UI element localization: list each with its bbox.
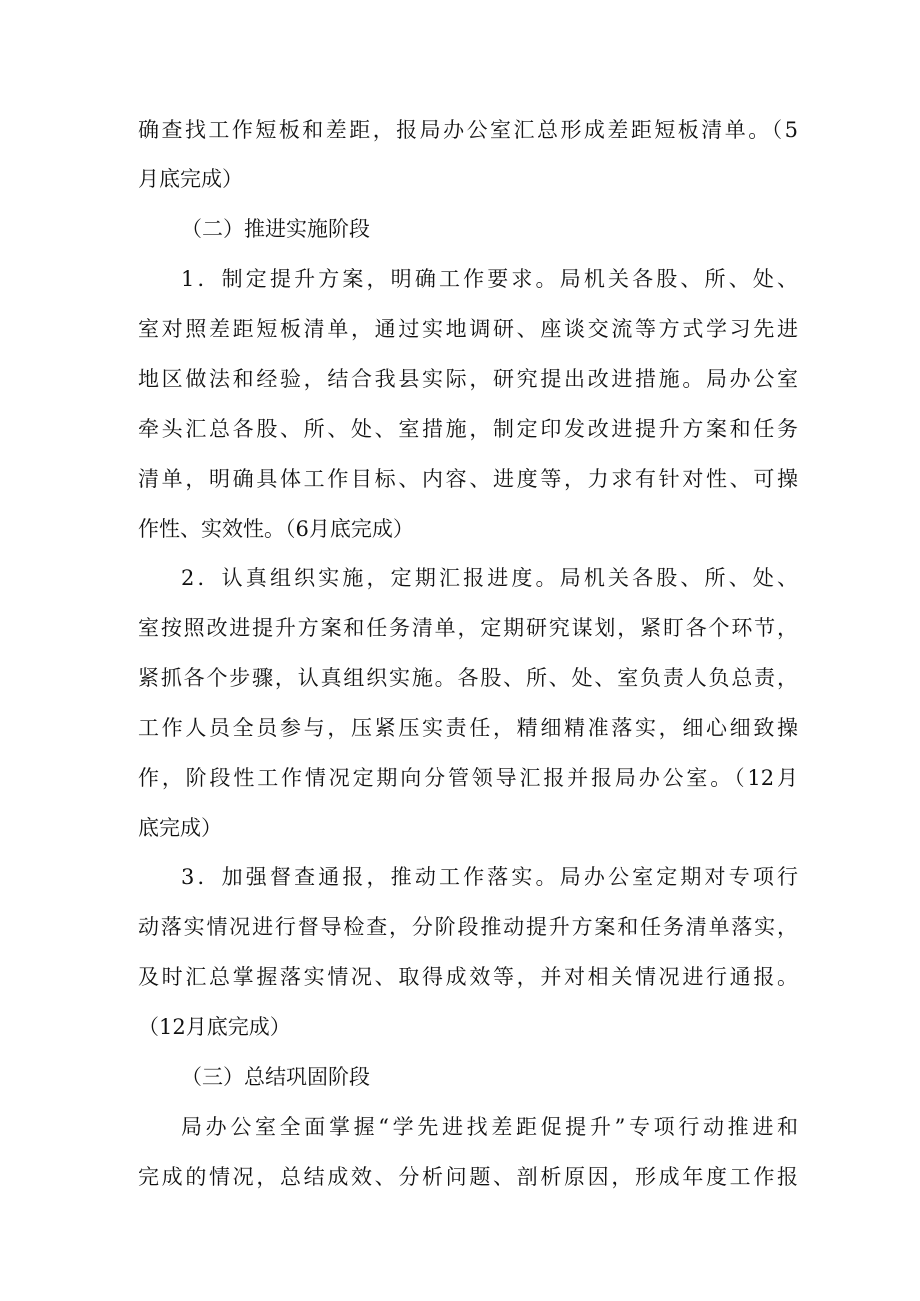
text-line: 室对照差距短板清单，通过实地调研、座谈交流等方式学习先进 — [138, 317, 798, 341]
paragraph-first-line: 1．制定提升方案，明确工作要求。局机关各股、所、处、 — [181, 267, 798, 291]
text-line: 及时汇总掌握落实情况、取得成效等，并对相关情况进行通报。 — [138, 965, 798, 989]
text-line: 作，阶段性工作情况定期向分管领导汇报并报局办公室。（12月 — [138, 766, 798, 790]
paragraph-first-line: 局办公室全面掌握“学先进找差距促提升”专项行动推进和 — [181, 1115, 798, 1139]
text-line: 室按照改进提升方案和任务清单，定期研究谋划，紧盯各个环节， — [138, 616, 798, 640]
text-line: 完成的情况，总结成效、分析问题、剖析原因，形成年度工作报 — [138, 1165, 798, 1189]
text-line: （12月底完成） — [138, 1015, 291, 1039]
text-line: 清单，明确具体工作目标、内容、进度等，力求有针对性、可操 — [138, 467, 798, 491]
text-line: 紧抓各个步骤，认真组织实施。各股、所、处、室负责人负总责， — [138, 666, 798, 690]
text-line: 底完成） — [138, 816, 222, 840]
text-line: 动落实情况进行督导检查，分阶段推动提升方案和任务清单落实， — [138, 915, 798, 939]
text-line: 工作人员全员参与，压紧压实责任，精细精准落实，细心细致操 — [138, 716, 798, 740]
section-heading: （三）总结巩固阶段 — [181, 1065, 370, 1089]
text-line: 确查找工作短板和差距，报局办公室汇总形成差距短板清单。（5 — [138, 118, 798, 142]
paragraph-first-line: 2．认真组织实施，定期汇报进度。局机关各股、所、处、 — [181, 566, 798, 590]
text-line: 地区做法和经验，结合我县实际，研究提出改进措施。局办公室 — [138, 367, 798, 391]
text-line: 牵头汇总各股、所、处、室措施，制定印发改进提升方案和任务 — [138, 417, 798, 441]
paragraph-first-line: 3．加强督查通报，推动工作落实。局办公室定期对专项行 — [181, 865, 798, 889]
text-line: 作性、实效性。（6月底完成） — [138, 517, 414, 541]
section-heading: （二）推进实施阶段 — [181, 217, 370, 241]
text-line: 月底完成） — [138, 167, 243, 191]
